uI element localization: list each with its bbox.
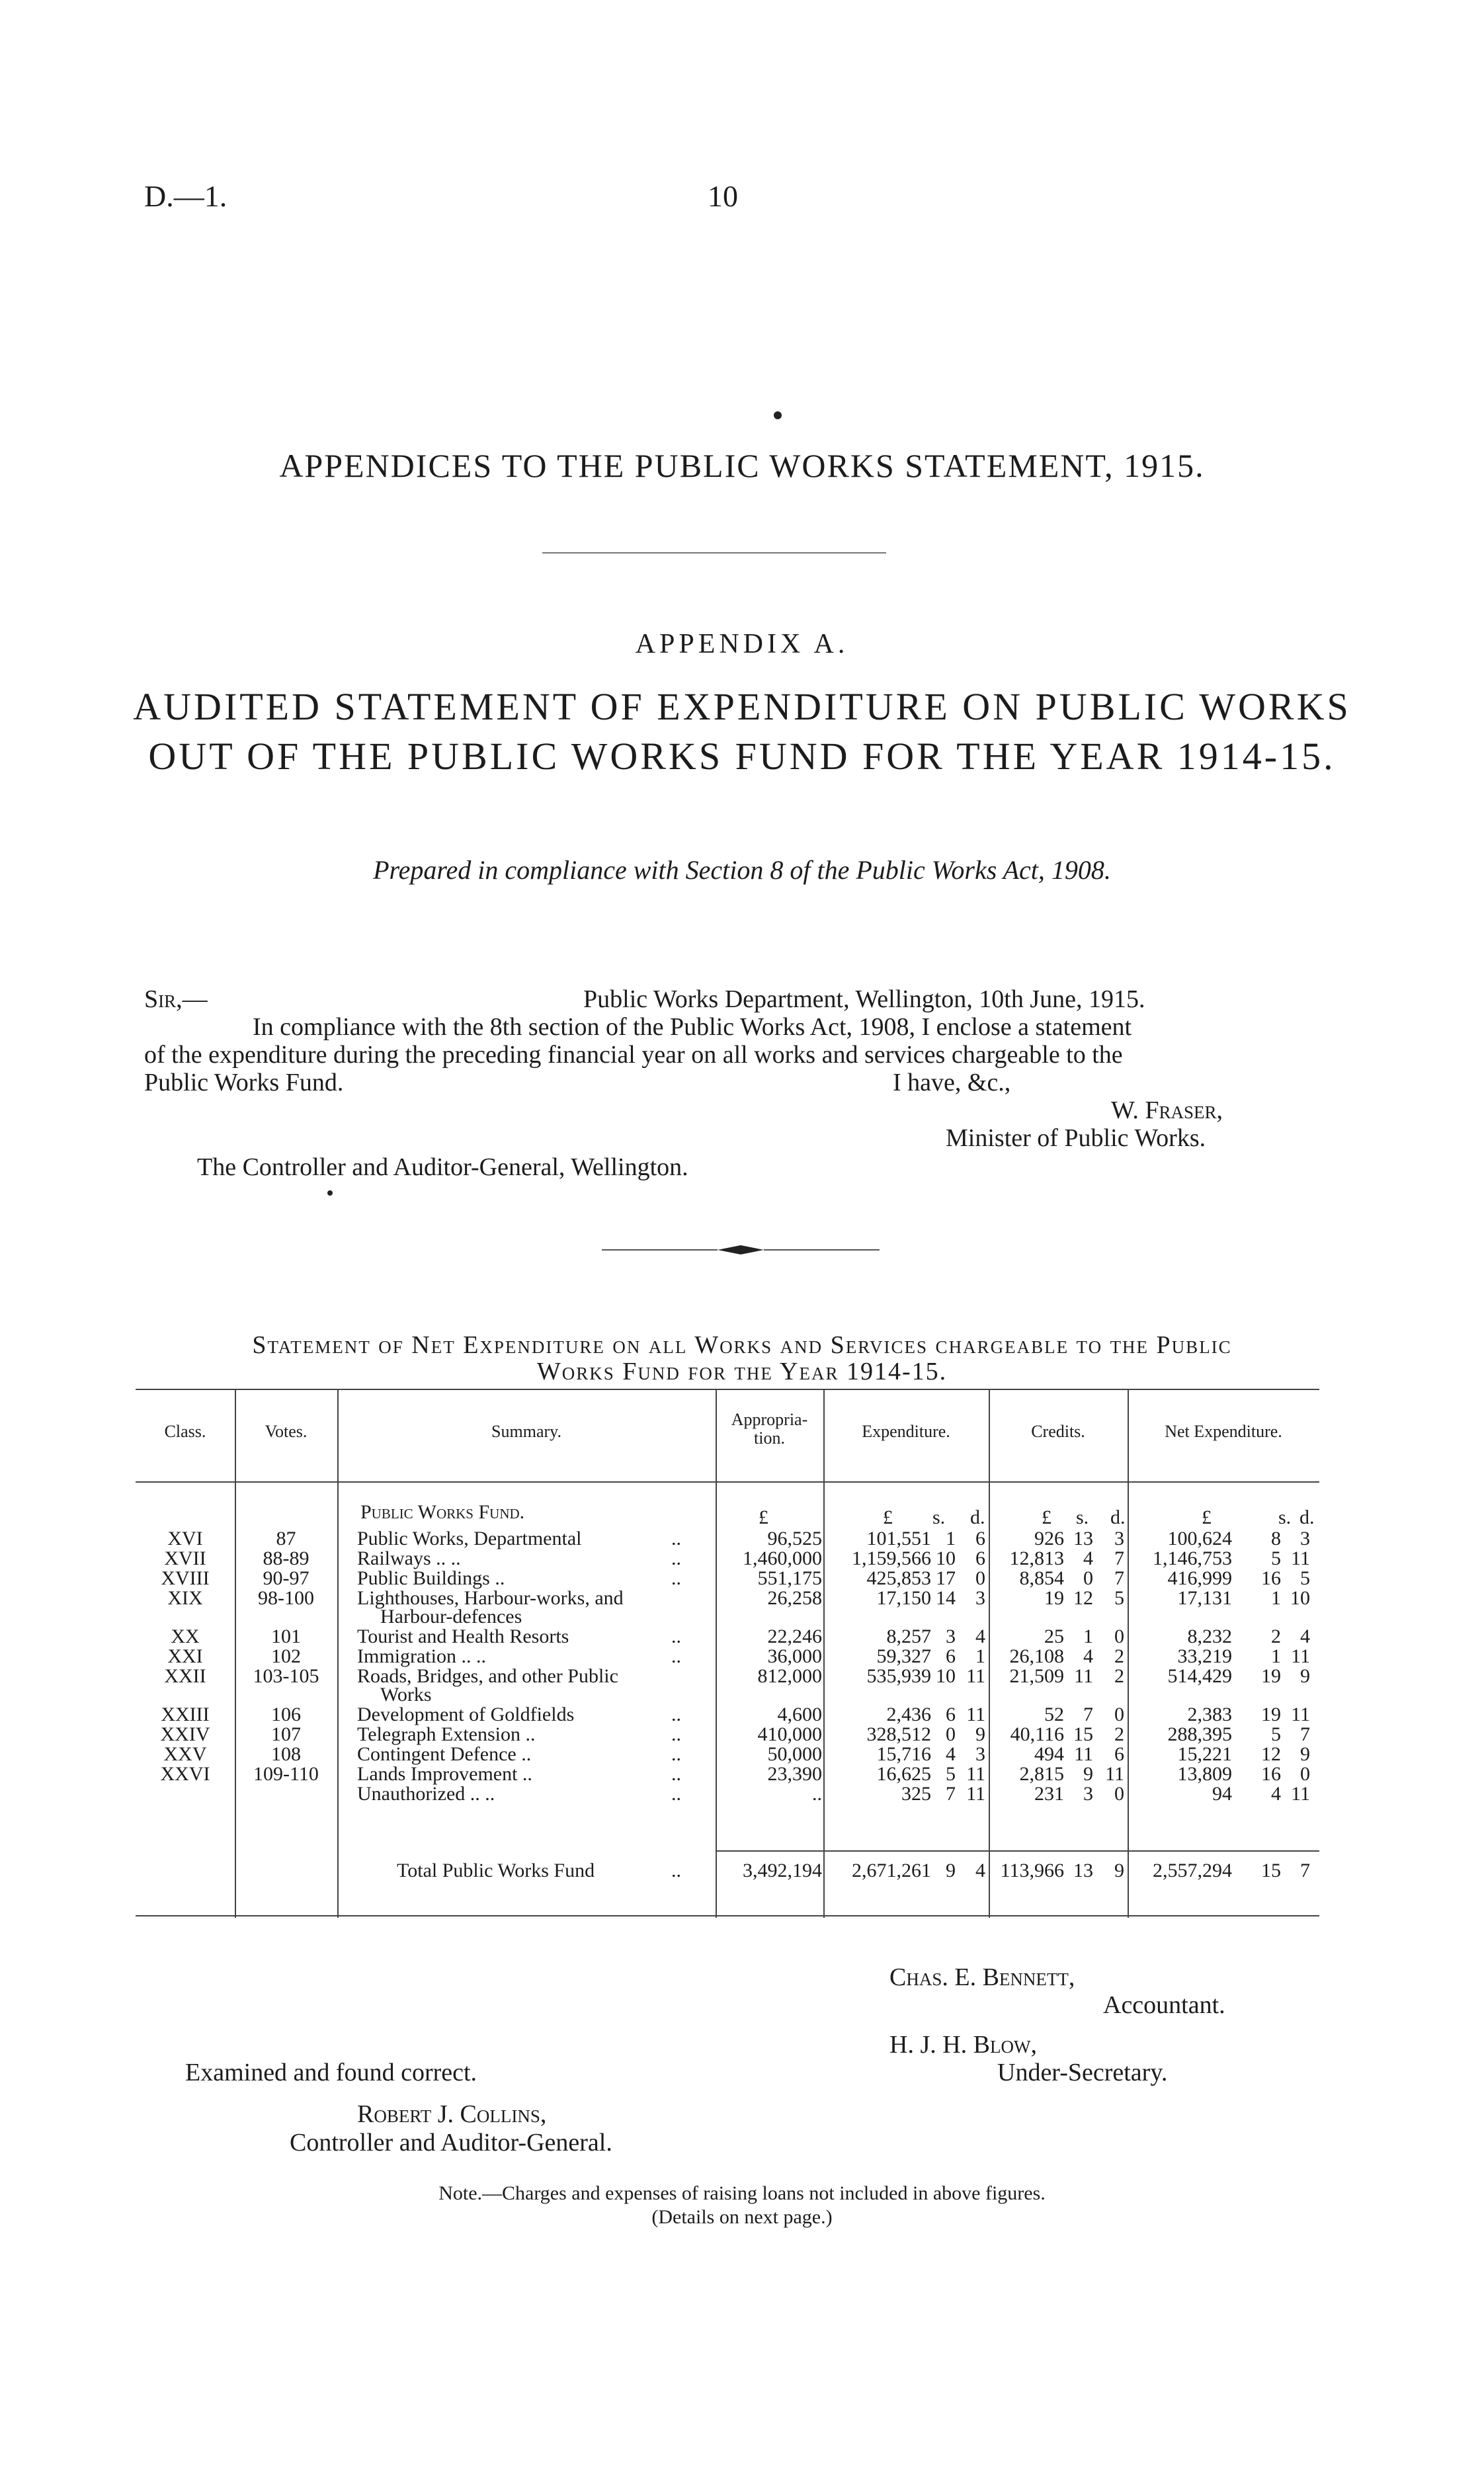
accountant-name: Chas. E. Bennett, bbox=[889, 1963, 1075, 1991]
credit-shillings: 1 bbox=[1083, 1625, 1093, 1647]
expenditure-pence: 1 bbox=[975, 1645, 985, 1667]
leader-dots: .. bbox=[671, 1567, 681, 1589]
header-expenditure: Expenditure. bbox=[862, 1422, 950, 1441]
summary-cell: Immigration .. .. bbox=[357, 1645, 486, 1667]
appropriation-cell: .. bbox=[812, 1783, 822, 1805]
net-pence: 5 bbox=[1300, 1567, 1310, 1589]
credit-pence: 0 bbox=[1114, 1704, 1124, 1725]
bullet-dot bbox=[327, 1190, 333, 1196]
table-row bbox=[136, 1704, 1319, 1726]
credit-shillings: 0 bbox=[1083, 1567, 1093, 1589]
unit-shillings: s. bbox=[1278, 1506, 1292, 1528]
class-cell: XXV bbox=[163, 1743, 207, 1765]
total-net-pence: 7 bbox=[1300, 1860, 1310, 1881]
statement-title-line-1: Statement of Net Expenditure on all Works and Services chargeable to the Public bbox=[252, 1331, 1232, 1359]
expenditure-pence: 0 bbox=[975, 1567, 985, 1589]
class-cell: XXVI bbox=[160, 1763, 210, 1785]
credit-shillings: 7 bbox=[1083, 1704, 1093, 1725]
credit-pence: 2 bbox=[1114, 1645, 1124, 1667]
expenditure-pounds: 535,939 bbox=[866, 1665, 931, 1687]
leader-dots: .. bbox=[671, 1645, 681, 1667]
expenditure-pounds: 16,625 bbox=[876, 1763, 931, 1785]
appropriation-cell: 812,000 bbox=[757, 1665, 822, 1687]
net-pounds: 17,131 bbox=[1177, 1587, 1232, 1609]
header-net-expenditure: Net Expenditure. bbox=[1165, 1422, 1282, 1441]
net-pounds: 8,232 bbox=[1187, 1625, 1232, 1647]
summary-cell: Public Works, Departmental bbox=[357, 1528, 582, 1549]
appendix-label: APPENDIX A. bbox=[635, 629, 849, 659]
class-cell: XXIII bbox=[161, 1704, 210, 1725]
expenditure-table bbox=[136, 1389, 1319, 1918]
net-shillings: 19 bbox=[1261, 1665, 1281, 1687]
header-appropriation-1: Appropria- bbox=[731, 1410, 808, 1429]
expenditure-pounds: 2,436 bbox=[886, 1704, 931, 1725]
letter-body-line-1: In compliance with the 8th section of the Public Works Act, 1908, I enclose a statement bbox=[253, 1013, 1132, 1041]
main-title: APPENDICES TO THE PUBLIC WORKS STATEMENT, 1915. bbox=[279, 447, 1205, 484]
net-pence: 0 bbox=[1300, 1763, 1310, 1785]
credit-pounds: 8,854 bbox=[1019, 1567, 1064, 1589]
letter-salutation: Sir,— bbox=[144, 985, 208, 1013]
table-row bbox=[136, 1645, 1319, 1668]
expenditure-pounds: 17,150 bbox=[876, 1587, 931, 1609]
appropriation-cell: 551,175 bbox=[757, 1567, 822, 1589]
summary-continuation: Works bbox=[380, 1684, 432, 1706]
expenditure-pence: 4 bbox=[975, 1625, 985, 1647]
votes-cell: 108 bbox=[271, 1743, 301, 1765]
title-divider bbox=[542, 552, 886, 554]
summary-continuation: Harbour-defences bbox=[380, 1606, 522, 1627]
credit-pence: 11 bbox=[1105, 1763, 1124, 1785]
prepared-line: Prepared in compliance with Section 8 of the Public Works Act, 1908. bbox=[373, 855, 1111, 885]
note-line-2: (Details on next page.) bbox=[651, 2206, 833, 2228]
unit-pound: £ bbox=[759, 1506, 768, 1528]
net-pence: 11 bbox=[1291, 1547, 1310, 1569]
net-pence: 10 bbox=[1290, 1587, 1310, 1609]
unit-pound: £ bbox=[1202, 1506, 1212, 1528]
expenditure-pounds: 325 bbox=[901, 1783, 931, 1805]
votes-cell: 107 bbox=[271, 1723, 301, 1745]
credit-pounds: 26,108 bbox=[1009, 1645, 1064, 1667]
examined-statement: Examined and found correct. bbox=[185, 2059, 477, 2086]
net-shillings: 16 bbox=[1261, 1763, 1281, 1785]
credit-pence: 3 bbox=[1114, 1528, 1124, 1549]
table-row bbox=[136, 1763, 1319, 1786]
class-cell: XX bbox=[171, 1625, 200, 1647]
header-credits: Credits. bbox=[1031, 1422, 1085, 1441]
expenditure-pence: 11 bbox=[966, 1763, 985, 1785]
net-pounds: 15,221 bbox=[1177, 1743, 1232, 1765]
expenditure-shillings: 7 bbox=[946, 1783, 956, 1805]
expenditure-shillings: 10 bbox=[936, 1665, 956, 1687]
votes-cell: 109-110 bbox=[253, 1763, 319, 1785]
leader-dots: .. bbox=[671, 1625, 681, 1647]
leader-dots: .. bbox=[671, 1704, 681, 1725]
credit-pounds: 926 bbox=[1034, 1528, 1064, 1549]
letter-signatory: W. Fraser, bbox=[1111, 1096, 1223, 1124]
votes-cell: 101 bbox=[271, 1625, 301, 1647]
leader-dots: .. bbox=[671, 1528, 681, 1549]
credit-pounds: 25 bbox=[1044, 1625, 1064, 1647]
leader-dots: .. bbox=[671, 1743, 681, 1765]
table-row bbox=[136, 1528, 1319, 1550]
votes-cell: 98-100 bbox=[258, 1587, 314, 1609]
summary-cell: Roads, Bridges, and other Public bbox=[357, 1665, 618, 1687]
summary-cell: Lands Improvement .. bbox=[357, 1763, 532, 1785]
net-pounds: 514,429 bbox=[1167, 1665, 1232, 1687]
ornament-divider-icon bbox=[602, 1243, 880, 1256]
net-shillings: 1 bbox=[1271, 1645, 1281, 1667]
letter-body-line-2: of the expenditure during the preceding financial year on all works and services chargeable to the bbox=[144, 1041, 1123, 1069]
votes-cell: 103-105 bbox=[253, 1665, 319, 1687]
appropriation-cell: 96,525 bbox=[767, 1528, 822, 1549]
unit-shillings: s. bbox=[932, 1506, 946, 1528]
summary-cell: Development of Goldfields bbox=[357, 1704, 575, 1725]
header-summary: Summary. bbox=[491, 1422, 561, 1441]
table-row bbox=[136, 1587, 1319, 1627]
bullet-dot bbox=[774, 411, 782, 419]
expenditure-pounds: 59,327 bbox=[876, 1645, 931, 1667]
expenditure-pence: 6 bbox=[975, 1547, 985, 1569]
expenditure-pence: 6 bbox=[975, 1528, 985, 1549]
expenditure-shillings: 6 bbox=[946, 1645, 956, 1667]
total-net-pounds: 2,557,294 bbox=[1153, 1860, 1232, 1881]
credit-pounds: 19 bbox=[1044, 1587, 1064, 1609]
letter-place-date: Public Works Department, Wellington, 10th June, 1915. bbox=[583, 985, 1145, 1013]
leader-dots: .. bbox=[671, 1723, 681, 1745]
credit-pounds: 52 bbox=[1044, 1704, 1064, 1725]
net-shillings: 5 bbox=[1271, 1723, 1281, 1745]
expenditure-pence: 9 bbox=[975, 1723, 985, 1745]
credit-shillings: 4 bbox=[1083, 1547, 1093, 1569]
header-bottom-rule bbox=[136, 1481, 1319, 1483]
credit-pounds: 12,813 bbox=[1009, 1547, 1064, 1569]
credit-pounds: 40,116 bbox=[1010, 1723, 1064, 1745]
total-top-rule bbox=[716, 1850, 1319, 1852]
expenditure-pence: 11 bbox=[966, 1704, 985, 1725]
total-label: Total Public Works Fund bbox=[397, 1860, 595, 1881]
expenditure-shillings: 6 bbox=[946, 1704, 956, 1725]
net-pence: 9 bbox=[1300, 1665, 1310, 1687]
credit-pounds: 2,815 bbox=[1019, 1763, 1064, 1785]
expenditure-pence: 3 bbox=[975, 1743, 985, 1765]
net-shillings: 16 bbox=[1261, 1567, 1281, 1589]
summary-cell: Contingent Defence .. bbox=[357, 1743, 532, 1765]
credit-shillings: 3 bbox=[1083, 1783, 1093, 1805]
class-cell: XXIV bbox=[160, 1723, 210, 1745]
letter-body-line-3: Public Works Fund. bbox=[144, 1069, 344, 1096]
expenditure-pounds: 8,257 bbox=[886, 1625, 931, 1647]
total-credit-shillings: 13 bbox=[1073, 1860, 1093, 1881]
net-pence: 7 bbox=[1300, 1723, 1310, 1745]
expenditure-pounds: 425,853 bbox=[866, 1567, 931, 1589]
net-pence: 11 bbox=[1291, 1704, 1310, 1725]
credit-pounds: 21,509 bbox=[1009, 1665, 1064, 1687]
appropriation-cell: 23,390 bbox=[767, 1763, 822, 1785]
credit-pounds: 231 bbox=[1034, 1783, 1064, 1805]
auditor-name: Robert J. Collins, bbox=[357, 2100, 547, 2128]
credit-shillings: 13 bbox=[1073, 1528, 1093, 1549]
document-reference: D.—1. bbox=[144, 179, 227, 213]
net-pounds: 94 bbox=[1212, 1783, 1232, 1805]
net-pence: 11 bbox=[1291, 1783, 1310, 1805]
appropriation-cell: 26,258 bbox=[767, 1587, 822, 1609]
expenditure-shillings: 17 bbox=[936, 1567, 956, 1589]
expenditure-shillings: 14 bbox=[936, 1587, 956, 1609]
net-pence: 3 bbox=[1300, 1528, 1310, 1549]
header-class: Class. bbox=[164, 1422, 206, 1441]
table-row bbox=[136, 1723, 1319, 1746]
net-shillings: 4 bbox=[1271, 1783, 1281, 1805]
total-credit-pence: 9 bbox=[1114, 1860, 1124, 1881]
header-votes: Votes. bbox=[265, 1422, 308, 1441]
net-shillings: 8 bbox=[1271, 1528, 1281, 1549]
class-cell: XIX bbox=[167, 1587, 203, 1609]
credit-shillings: 11 bbox=[1074, 1665, 1093, 1687]
appropriation-cell: 22,246 bbox=[767, 1625, 822, 1647]
net-shillings: 2 bbox=[1271, 1625, 1281, 1647]
table-row bbox=[136, 1665, 1319, 1706]
expenditure-shillings: 4 bbox=[946, 1743, 956, 1765]
section-heading: Public Works Fund. bbox=[360, 1501, 525, 1523]
credit-pence: 7 bbox=[1114, 1547, 1124, 1569]
page-number: 10 bbox=[708, 179, 738, 213]
net-pounds: 416,999 bbox=[1167, 1567, 1232, 1589]
total-leader: .. bbox=[671, 1860, 681, 1881]
expenditure-pounds: 1,159,566 bbox=[852, 1547, 931, 1569]
expenditure-shillings: 3 bbox=[946, 1625, 956, 1647]
net-pounds: 2,383 bbox=[1187, 1704, 1232, 1725]
subtitle-line-1: AUDITED STATEMENT OF EXPENDITURE ON PUBLIC WORKS bbox=[133, 685, 1351, 728]
net-pounds: 33,219 bbox=[1177, 1645, 1232, 1667]
summary-cell: Telegraph Extension .. bbox=[357, 1723, 536, 1745]
credit-shillings: 11 bbox=[1074, 1743, 1093, 1765]
expenditure-shillings: 5 bbox=[946, 1763, 956, 1785]
net-pence: 4 bbox=[1300, 1625, 1310, 1647]
unit-pence: d. bbox=[970, 1506, 985, 1528]
class-cell: XVI bbox=[167, 1528, 203, 1549]
letter-addressee: The Controller and Auditor-General, Wellington. bbox=[197, 1153, 688, 1181]
header-appropriation-2: tion. bbox=[754, 1428, 785, 1448]
credit-pence: 6 bbox=[1114, 1743, 1124, 1765]
expenditure-pounds: 328,512 bbox=[866, 1723, 931, 1745]
votes-cell: 87 bbox=[276, 1528, 296, 1549]
expenditure-shillings: 0 bbox=[946, 1723, 956, 1745]
credit-pence: 7 bbox=[1114, 1567, 1124, 1589]
appropriation-cell: 50,000 bbox=[767, 1743, 822, 1765]
leader-dots: .. bbox=[671, 1783, 681, 1805]
net-shillings: 1 bbox=[1271, 1587, 1281, 1609]
credit-pence: 0 bbox=[1114, 1783, 1124, 1805]
leader-dots: .. bbox=[671, 1547, 681, 1569]
summary-cell: Railways .. .. bbox=[357, 1547, 461, 1569]
summary-cell: Unauthorized .. .. bbox=[357, 1783, 495, 1805]
net-pounds: 1,146,753 bbox=[1153, 1547, 1232, 1569]
net-pence: 9 bbox=[1300, 1743, 1310, 1765]
class-cell: XXI bbox=[167, 1645, 203, 1667]
class-cell: XVIII bbox=[161, 1567, 210, 1589]
expenditure-pence: 3 bbox=[975, 1587, 985, 1609]
expenditure-pence: 11 bbox=[966, 1783, 985, 1805]
letter-signatory-title: Minister of Public Works. bbox=[946, 1124, 1206, 1152]
unit-pence: d. bbox=[1299, 1506, 1315, 1528]
class-cell: XVII bbox=[164, 1547, 206, 1569]
votes-cell: 90-97 bbox=[263, 1567, 309, 1589]
credit-pence: 5 bbox=[1114, 1587, 1124, 1609]
credit-pounds: 494 bbox=[1034, 1743, 1064, 1765]
net-pounds: 288,395 bbox=[1167, 1723, 1232, 1745]
credit-pence: 2 bbox=[1114, 1723, 1124, 1745]
summary-cell: Public Buildings .. bbox=[357, 1567, 505, 1589]
summary-cell: Tourist and Health Resorts bbox=[357, 1625, 569, 1647]
total-appropriation: 3,492,194 bbox=[743, 1860, 822, 1881]
accountant-title: Accountant. bbox=[1103, 1991, 1225, 2019]
appropriation-cell: 36,000 bbox=[767, 1645, 822, 1667]
votes-cell: 102 bbox=[271, 1645, 301, 1667]
net-shillings: 12 bbox=[1261, 1743, 1281, 1765]
expenditure-shillings: 10 bbox=[936, 1547, 956, 1569]
net-pence: 11 bbox=[1291, 1645, 1310, 1667]
letter-closing: I have, &c., bbox=[893, 1069, 1011, 1096]
under-secretary-name: H. J. H. Blow, bbox=[889, 2031, 1037, 2059]
credit-shillings: 9 bbox=[1083, 1763, 1093, 1785]
expenditure-pounds: 101,551 bbox=[866, 1528, 931, 1549]
subtitle-line-2: OUT OF THE PUBLIC WORKS FUND FOR THE YEAR 1914-15. bbox=[148, 735, 1336, 778]
auditor-title: Controller and Auditor-General. bbox=[290, 2129, 612, 2157]
votes-cell: 106 bbox=[271, 1704, 301, 1725]
net-pounds: 13,809 bbox=[1177, 1763, 1232, 1785]
leader-dots: .. bbox=[671, 1763, 681, 1785]
net-shillings: 5 bbox=[1271, 1547, 1281, 1569]
table-row bbox=[136, 1743, 1319, 1766]
unit-pound: £ bbox=[1042, 1506, 1051, 1528]
unit-pence: d. bbox=[1110, 1506, 1126, 1528]
total-net-shillings: 15 bbox=[1261, 1860, 1281, 1881]
table-top-rule bbox=[136, 1389, 1319, 1390]
total-exp-shillings: 9 bbox=[946, 1860, 956, 1881]
credit-pence: 0 bbox=[1114, 1625, 1124, 1647]
table-row bbox=[136, 1547, 1319, 1570]
unit-pound: £ bbox=[883, 1506, 893, 1528]
expenditure-pence: 11 bbox=[966, 1665, 985, 1687]
votes-cell: 88-89 bbox=[263, 1547, 309, 1569]
total-exp-pounds: 2,671,261 bbox=[852, 1860, 931, 1881]
unit-shillings: s. bbox=[1076, 1506, 1089, 1528]
table-row bbox=[136, 1783, 1319, 1805]
credit-shillings: 15 bbox=[1073, 1723, 1093, 1745]
net-pounds: 100,624 bbox=[1167, 1528, 1232, 1549]
total-credit-pounds: 113,966 bbox=[1000, 1860, 1064, 1881]
summary-cell: Lighthouses, Harbour-works, and bbox=[357, 1587, 624, 1609]
credit-shillings: 4 bbox=[1083, 1645, 1093, 1667]
class-cell: XXII bbox=[164, 1665, 206, 1687]
statement-title-line-2: Works Fund for the Year 1914-15. bbox=[536, 1358, 948, 1385]
appropriation-cell: 410,000 bbox=[757, 1723, 822, 1745]
under-secretary-title: Under-Secretary. bbox=[997, 2059, 1168, 2086]
credit-pence: 2 bbox=[1114, 1665, 1124, 1687]
expenditure-shillings: 1 bbox=[946, 1528, 956, 1549]
total-exp-pence: 4 bbox=[975, 1860, 985, 1881]
expenditure-pounds: 15,716 bbox=[876, 1743, 931, 1765]
total-row bbox=[136, 1860, 1319, 1882]
table-row bbox=[136, 1625, 1319, 1648]
appropriation-cell: 4,600 bbox=[777, 1704, 822, 1725]
table-row bbox=[136, 1567, 1319, 1590]
note-line-1: Note.—Charges and expenses of raising loans not included in above figures. bbox=[438, 2182, 1046, 2204]
table-bottom-rule bbox=[136, 1915, 1319, 1916]
credit-shillings: 12 bbox=[1073, 1587, 1093, 1609]
net-shillings: 19 bbox=[1261, 1704, 1281, 1725]
appropriation-cell: 1,460,000 bbox=[743, 1547, 822, 1569]
